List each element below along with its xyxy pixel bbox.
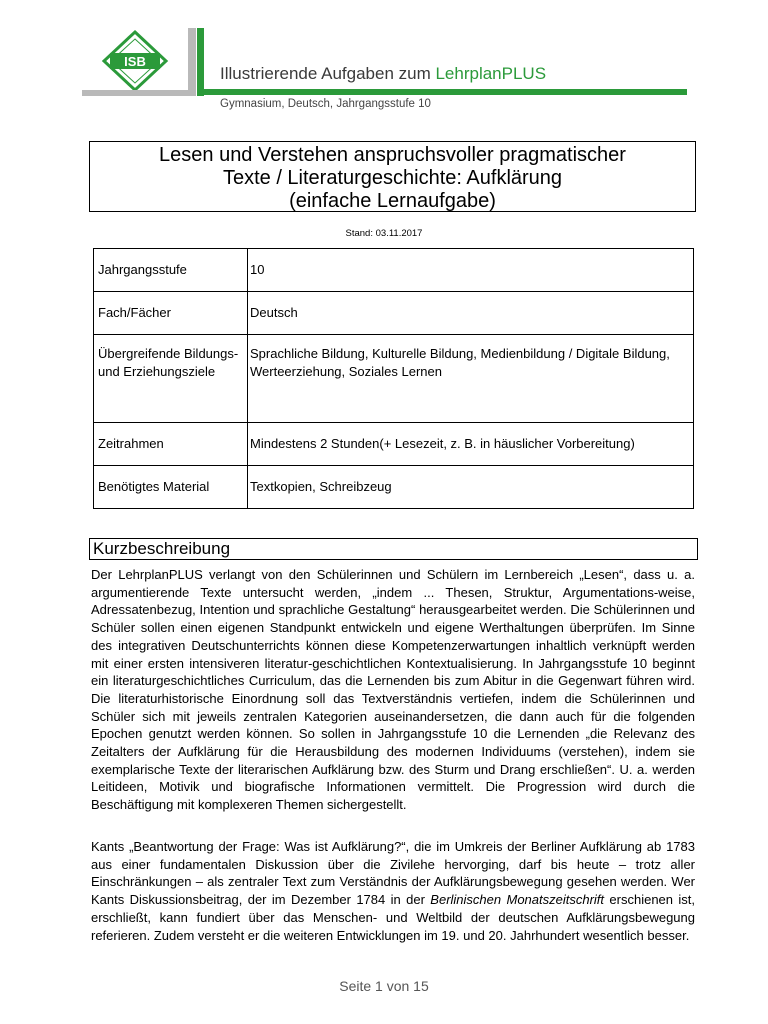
title-line-2: Texte / Literaturgeschichte: Aufklärung — [222, 167, 563, 189]
table-row — [94, 335, 694, 423]
table-row — [94, 466, 694, 509]
paragraph-2-italic: Berlinischen Monatszeitschrift — [430, 892, 605, 908]
header-divider-green — [197, 28, 204, 96]
paragraph-2-part-a: Kants „Beantwortung der Frage: Was ist Aufklärung?“, die im Umkreis der Berliner Aufklärung ab 1783 aus einer fundamentalen Diskussion über die Zivilehe hervorging, darf bis heute – trotz aller Einschränkungen – als zentraler Text zum Verständnis der Aufklärungsbewegung gesehen werden. Wer Kants Diskussionsbeitrag, der im Dezember 1784 in der — [91, 839, 695, 908]
table-key: Übergreifende Bildungs- und Erziehungsziele — [94, 335, 248, 423]
paragraph-1: Der LehrplanPLUS verlangt von den Schülerinnen und Schülern im Lernbereich „Lesen“, dass u. a. argumentierende Texte untersucht werden, „indem ... Thesen, Struktur, Argumentations-weise, Adressatenbezug, Intention und sprachliche Gestaltung“ herausgearbeitet werden. Die Schülerinnen und Schüler sollen einen eigenen Standpunkt entwickeln und eigene Werthaltungen überprüfen. Im Sinne des integrativen Deutschunterrichts können diese Kompetenzerwartungen inhaltlich verknüpft werden mit einer ersten intensiveren literatur-geschichtlichen Kontextualisierung. In Jahrgangsstufe 10 beginnt ein literaturgeschichtliches Curriculum, das die Lernenden bis zum Abitur in die Gegenwart führen wird. Die literaturhistorische Einordnung soll das Textverständnis vertiefen, indem die Schülerinnen und Schüler sich mit jeweils zentralen Kategorien auseinandersetzen, die dann auch für die folgenden Epochen genutzt werden können. So sollen in Jahrgangsstufe 10 die Lernenden „die Relevanz des Zeitalters der Aufklärung für die Herausbildung des modernen Individuums (verstehen), indem sie exemplarische Texte der literarischen Aufklärung bzw. des Sturm und Drang erschließen“. U. a. werden Leitideen, Motivik und biografische Informationen vermittelt. Die Progression wird durch die Beschäftigung mit komplexeren Themen sichergestellt. — [91, 567, 695, 813]
title-line-1: Lesen und Verstehen anspruchsvoller pragmatischer — [159, 144, 626, 166]
logo-text: ISB — [124, 54, 146, 69]
section-heading-kurzbeschreibung: Kurzbeschreibung — [89, 538, 698, 560]
table-key: Jahrgangsstufe — [94, 249, 248, 292]
table-value: Mindestens 2 Stunden(+ Lesezeit, z. B. in häuslicher Vorbereitung) — [248, 423, 694, 466]
header-rule-green — [197, 89, 687, 95]
table-value: Deutsch — [248, 292, 694, 335]
table-key: Zeitrahmen — [94, 423, 248, 466]
page-number: Seite 1 von 15 — [339, 978, 429, 994]
header-title — [220, 64, 546, 84]
title-line-3: (einfache Lernaufgabe) — [289, 190, 496, 212]
paragraph-2 — [91, 838, 695, 944]
header-divider-gray — [188, 28, 196, 96]
document-title-box — [89, 141, 696, 212]
table-value: Textkopien, Schreibzeug — [248, 466, 694, 509]
table-row — [94, 249, 694, 292]
header-title-highlight: LehrplanPLUS — [435, 64, 547, 83]
paragraph-2-part-b: erschienen ist, erschließt, kann fundiert über das Menschen- und Weltbild der deutschen Aufklärungsbewegung referieren. Zudem versteht er die weiteren Entwicklungen im 19. und 20. Jahrhundert wesentlich besser. — [91, 892, 695, 943]
table-row — [94, 423, 694, 466]
isb-logo — [82, 28, 188, 94]
header-rule-gray — [82, 90, 196, 96]
info-table — [93, 248, 694, 509]
header-subtitle: Gymnasium, Deutsch, Jahrgangsstufe 10 — [220, 98, 431, 110]
table-value: Sprachliche Bildung, Kulturelle Bildung, Medienbildung / Digitale Bildung, Werteerziehung, Soziales Lernen — [248, 335, 694, 423]
table-key: Benötigtes Material — [94, 466, 248, 509]
table-key: Fach/Fächer — [94, 292, 248, 335]
header-title-prefix: Illustrierende Aufgaben zum — [220, 64, 436, 83]
table-value: 10 — [248, 249, 694, 292]
stand-date: Stand: 03.11.2017 — [345, 228, 423, 239]
table-row — [94, 292, 694, 335]
